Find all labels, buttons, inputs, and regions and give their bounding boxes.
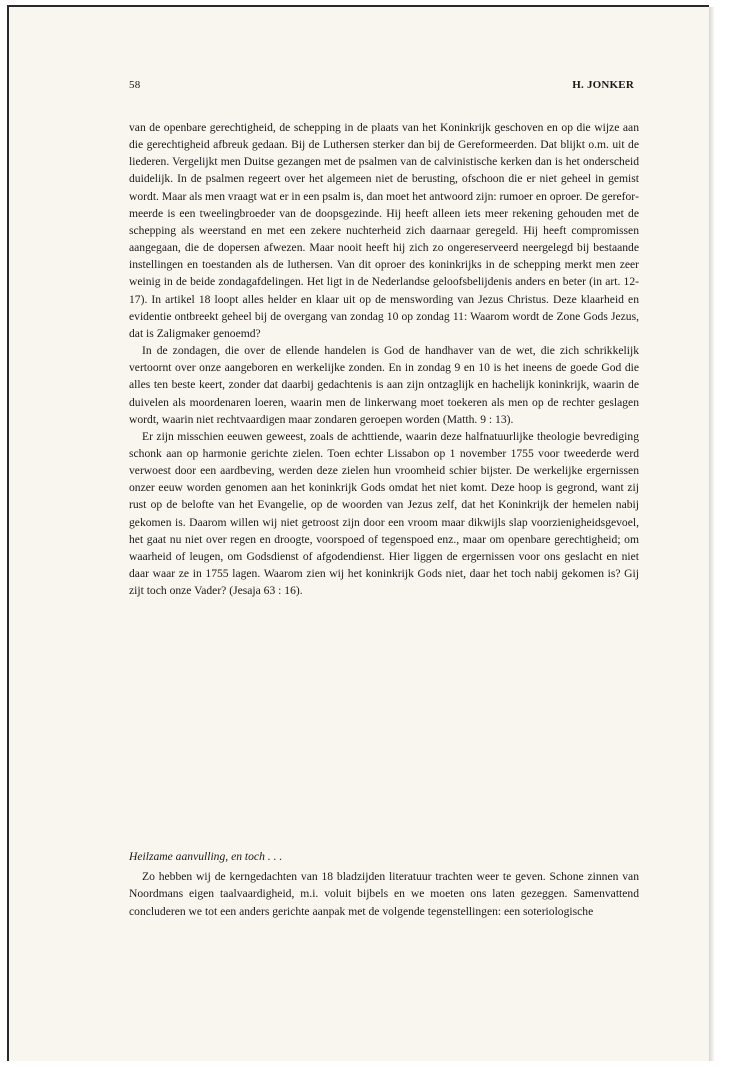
- page-number: 58: [129, 79, 141, 91]
- section-heading: Heilzame aanvulling, en toch . . .: [129, 850, 283, 863]
- body-text: [129, 119, 639, 599]
- section-body-text: [129, 868, 639, 920]
- paragraph: Zo hebben wij de kerngedachten van 18 bladzijden literatuur trachten weer te geven. Schone zinnen van Noordmans eigen taalvaardigheid, m.i. voluit bijbels en we moeten ons laten gezeggen. Samenvattend concluderen we tot een anders gerichte aanpak met de volgende tegenstellingen: een soteriologische: [129, 870, 639, 918]
- running-head-author: H. JONKER: [572, 79, 634, 91]
- paragraph: van de openbare gerechtigheid, de schepping in de plaats van het Koninkrijk geschoven en op die wijze aan die gerechtigheid afbreuk gedaan. Bij de Luthersen sterker dan bij de Gereformeerden. Dat blijkt o.m. uit de liederen. Vergelijkt men Duitse gezangen met de psalmen van de calvinistische kerken dan is het onderscheid duidelijk. In de psalmen regeert over het algemeen niet de berusting, ofschoon die er niet geheel in gemist wordt. Maar als men vraagt wat er in een psalm is, dan moet het antwoord zijn: rumoer en oproer. De gereformeerde is een tweelingbroeder van de doopsgezinde. Hij heeft alleen iets meer rekening gehouden met de schepping als weerstand en met een zekere nuchterheid zich daarnaar geregeld. Hij heeft compromissen aangegaan, die de dopersen afwezen. Maar nooit heeft hij zich zo ongereserveerd neergelegd bij bestaande instellingen en toestanden als de luthersen. Van dit oproer des koninkrijks in de schepping merkt men zeer weinig in de beide zondagafdelingen. Het ligt in de Nederlandse geloofsbelijdenis anders en beter (in art. 12-17). In artikel 18 loopt alles helder en klaar uit op de menswording van Jezus Christus. Deze klaarheid en evidentie ontbreekt geheel bij de overgang van zondag 10 op zondag 11: Waarom wordt de Zone Gods Jezus, dat is Zaligmaker genoemd?: [129, 121, 639, 340]
- paragraph: In de zondagen, die over de ellende handelen is God de handhaver van de wet, die zich schrikkelijk vertoornt over onze aangeboren en werkelijke zonden. En in zondag 9 en 10 is het ineens de goede God die alles ten beste keert, zonder dat daarbij gedachtenis is aan zijn ontzaglijk en hachelijk koninkrijk, waarin de duivelen als moordenaren loeren, waarin men de linkerwang moet toekeren als men op de rechter geslagen wordt, waarin niet rechtvaardigen maar zondaren geroepen worden (Matth. 9 : 13).: [129, 344, 639, 426]
- paragraph: Er zijn misschien eeuwen geweest, zoals de achttiende, waarin deze halfnatuurlijke theologie bevrediging schonk aan op harmonie gerichte zielen. Toen echter Lissabon op 1 november 1755 voor tweederde werd verwoest door een aardbeving, werden deze zielen hun vroomheid schier bijster. De werkelijke ergernissen onzer eeuw worden genomen aan het koninkrijk Gods omdat het niet komt. Deze hoop is gegrond, want zij rust op de belofte van het Evangelie, op de woorden van Jezus zelf, dat het Koninkrijk der hemelen nabij gekomen is. Daarom willen wij niet getroost zijn door een vroom maar dikwijls slap voorzienigheidsgevoel, het gaat nu niet over regen en droogte, voorspoed of tegenspoed enz., maar om openbare gerechtigheid; om waarheid of leugen, om Godsdienst of afgodendienst. Hier liggen de ergernissen voor ons geslacht en niet daar waar ze in 1755 lagen. Waarom zien wij het koninkrijk Gods niet, daar het toch nabij gekomen is? Gij zijt toch onze Vader? (Jesaja 63 : 16).: [129, 429, 639, 598]
